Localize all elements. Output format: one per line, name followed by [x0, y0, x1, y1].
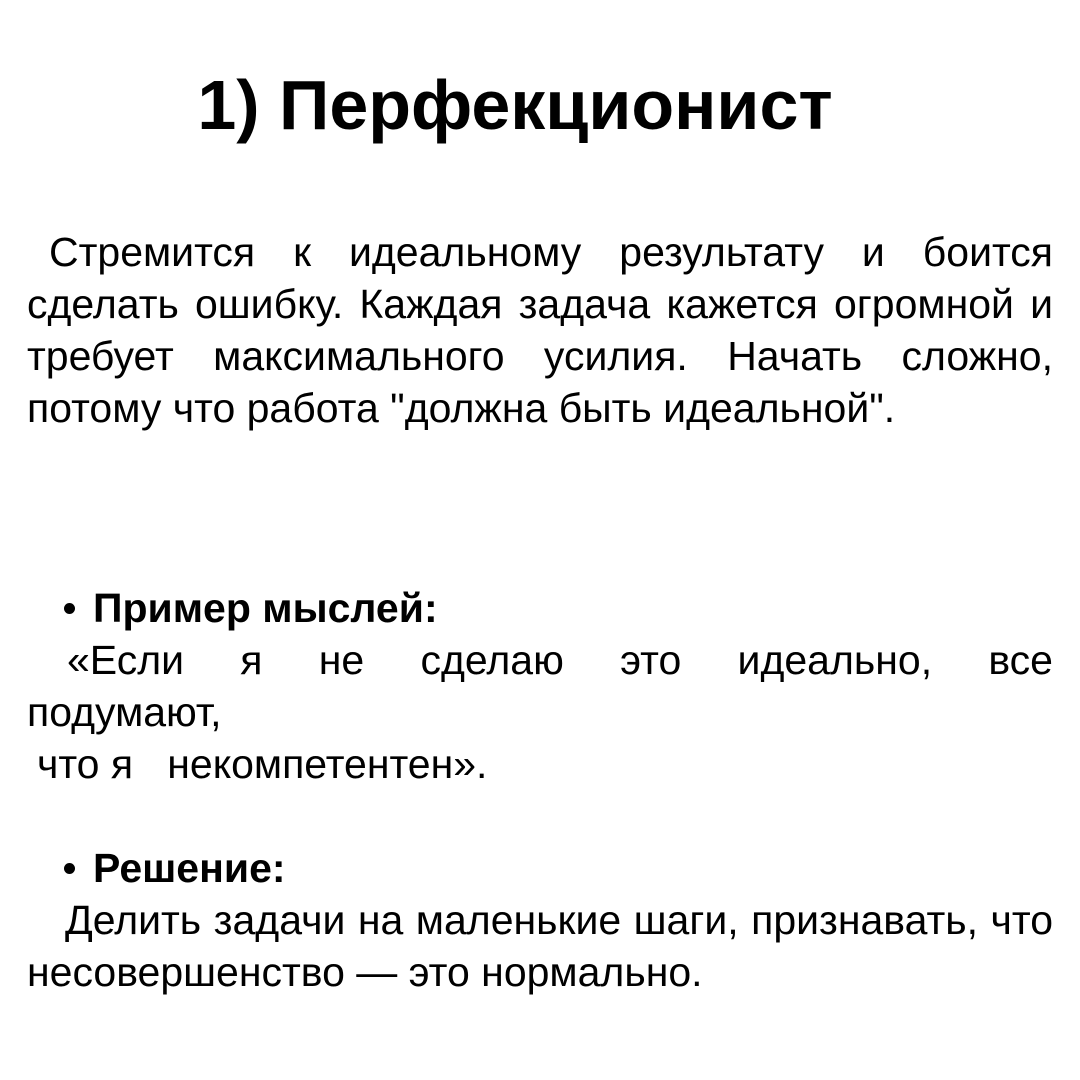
thoughts-line-3: что я некомпетентен». — [37, 741, 488, 787]
solution-heading — [60, 842, 286, 894]
thoughts-heading — [60, 582, 438, 634]
description-text: Стремится к идеальному результату и боится сделать ошибку. Каждая задача кажется огромной и требует максимального усилия. Начать сложно, потому что работа "должна быть идеальной". — [27, 229, 1053, 431]
thoughts-quote — [27, 634, 1053, 790]
description-paragraph — [27, 226, 1053, 434]
solution-text: Делить задачи на маленькие шаги, признавать, что несовершенство — это нормально. — [27, 897, 1053, 995]
solution-heading-text: Решение: — [93, 845, 286, 891]
bullet-icon — [64, 863, 75, 874]
thoughts-line-2: подумают, — [27, 689, 222, 735]
solution-paragraph — [27, 894, 1053, 998]
thoughts-heading-text: Пример мыслей: — [93, 585, 438, 631]
page-title: 1) Перфекционист — [197, 66, 833, 144]
thoughts-line-1: «Если я не сделаю это идеально, все — [67, 637, 1053, 683]
bullet-icon — [64, 603, 75, 614]
